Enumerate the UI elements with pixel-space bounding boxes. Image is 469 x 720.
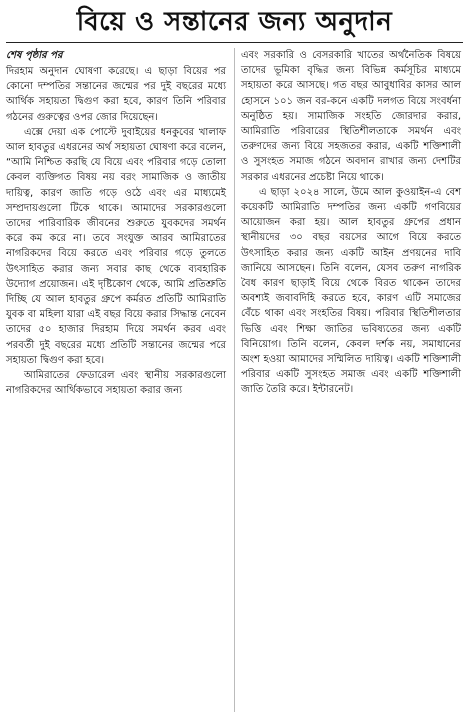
column-divider	[234, 48, 235, 712]
headline-rule	[6, 42, 463, 43]
paragraph: আমিরাতের ফেডারেল এবং স্থানীয় সরকারগুলো নাগরিকদের আর্থিকভাবে সহায়তা করার জন্য	[6, 370, 226, 397]
headline: বিয়ে ও সন্তানের জন্য অনুদান	[76, 7, 393, 37]
continued-label: শেষ পৃষ্ঠার পর	[6, 50, 63, 61]
paragraph: দিরহাম অনুদান ঘোষণা করেছে। এ ছাড়া বিয়ের পর কোনো দম্পতির সন্তানের জন্মের পর দুই বছরের মধ্যে আর্থিক সহায়তা দ্বিগুণ করা হবে, কারণ তিনি পরিবার গঠনের গুরুত্বের ওপর জোর দিয়েছেন।	[6, 66, 226, 123]
right-column	[241, 48, 461, 398]
paragraph: এ ছাড়া ২০২৪ সালে, উমে আল কুওয়াইন-এ বেশ কয়েকটি আমিরাতি দম্পতির জন্য একটি গণবিয়ের আয়োজন করা হয়। আল হাবতুর গ্রুপের প্রধান স্থানীয়দের ৩০ বছর বয়সের আগে বিয়ে করতে উৎসাহিত করার জন্য একটি আইন প্রণয়নের দাবি জানিয়ে আসছেন। তিনি বলেন, যেসব তরুণ নাগরিক বৈধ কারণ ছাড়াই বিয়ে থেকে বিরত থাকেন তাদের অবশ্যই জবাবদিহি করতে হবে, কারণ এটি সমাজের বেঁচে থাকা এবং সংহতির বিষয়। পরিবার স্থিতিশীলতার ভিত্তি এবং শিক্ষা জাতির ভবিষ্যতের জন্য একটি বিনিয়োগ। তিনি বলেন, কেবল দর্শক নয়, সমাধানের অংশ হওয়া আমাদের সম্মিলিত দায়িত্ব। একটি শক্তিশালী পরিবার একটি সুসংহত সমাজ এবং একটি শক্তিশালী জাতি তৈরি করে। ইন্টারনেট।	[241, 186, 461, 396]
paragraph: এক্সে দেয়া এক পোস্টে দুবাইয়ের ধনকুবের খালাফ আল হাবতুর এধরনের অর্থ সহায়তা ঘোষণা করে বলেন, “আমি নিশ্চিত করছি যে বিয়ে এবং পরিবার গড়ে তোলা কেবল ব্যক্তিগত বিষয় নয় বরং সামাজিক ও জাতীয় দায়িত্ব, কারণ জাতি গড়ে ওঠে এবং এর মাধ্যমেই সম্প্রদায়গুলো টিকে থাকে। আমাদের সরকারগুলো তাদের পারিবারিক জীবনের শুরুতে যুবকদের সমর্থন করে কম করে না। তবে সংযুক্ত আরব আমিরাতের নাগরিকদের বিয়ে করতে এবং পরিবার গড়ে তুলতে উৎসাহিত করার জন্য সবার কাছ থেকে ব্যবহারিক উদ্যোগ প্রয়োজন। এই দৃষ্টিকোণ থেকে, আমি প্রতিশ্রুতি দিচ্ছি যে আল হাবতুর গ্রুপে কর্মরত প্রতিটি আমিরাতি যুবক বা মহিলা যারা এই বছর বিয়ে করার সিদ্ধান্ত নেবেন তাদের ৫০ হাজার দিরহাম দিয়ে সমর্থন করব এবং পরবর্তী দুই বছরের মধ্যে প্রতিটি সন্তানের জন্মের পরে সহায়তা দ্বিগুণ করা হবে।	[6, 126, 226, 366]
left-column	[6, 48, 226, 398]
paragraph: এবং সরকারি ও বেসরকারি খাতের অর্থনৈতিক বিষয়ে তাদের ভূমিকা বৃদ্ধির জন্য বিভিন্ন কর্মসূচির মাধ্যমে সহায়তা করে আসছে। গত বছর আবুধাবির কাসর আল হোসনে ১০১ জন বর-কনে একটি দলগত বিয়ে সংবর্ধনা অনুষ্ঠিত হয়। সামাজিক সংহতি জোরদার করার, আমিরাতি পরিবারের স্থিতিশীলতাকে সমর্থন এবং তরুণদের জন্য বিয়ে সহজতর করার, একটি শক্তিশালী ও সুসংহত সমাজ গঠনে অবদান রাখার জন্য দেশটির সরকার এধরনের প্রচেষ্টা নিয়ে থাকে।	[241, 50, 461, 183]
